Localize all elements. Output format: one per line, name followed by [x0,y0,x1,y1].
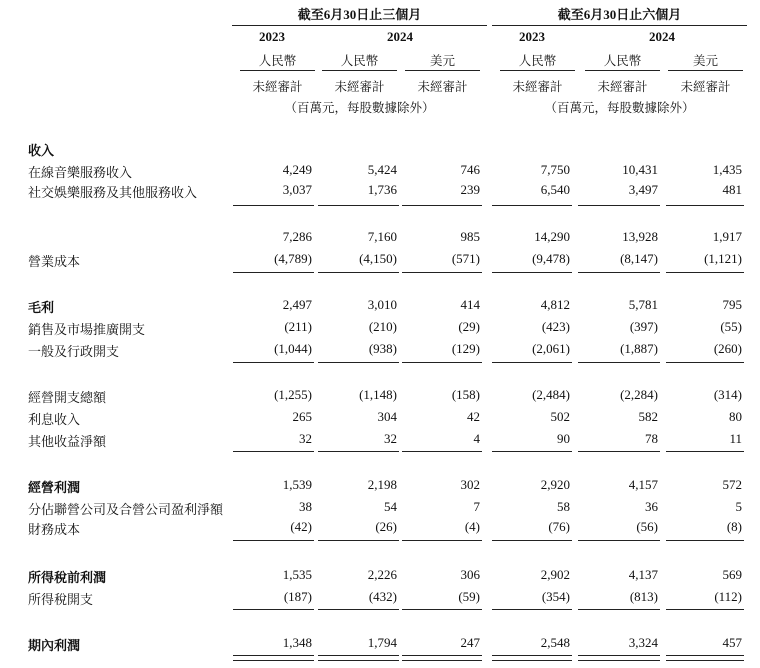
unit-note: （百萬元，每股數據除外） [284,101,435,115]
subtotal-rule [578,205,660,206]
cell-value: (354) [541,589,570,604]
cell-value: 5,424 [367,162,397,177]
row-label: 社交娛樂服務及其他服務收入 [28,185,198,200]
cell-value: (112) [714,589,742,604]
cell-value: 32 [299,431,312,446]
cell-value: (2,284) [620,387,658,402]
row-label: 毛利 [28,300,55,315]
cell-value: 1,917 [712,229,742,244]
subtotal-rule [318,451,399,452]
row-label: 其他收益淨額 [28,434,107,449]
year-header: 2024 [649,29,675,44]
cell-value: (1,148) [359,387,397,402]
subtotal-rule [318,540,399,541]
cell-value: 1,736 [367,182,397,197]
cell-value: 304 [377,409,397,424]
cell-value: 302 [460,477,480,492]
cell-value: 457 [722,635,742,650]
period-header-rule [232,25,487,26]
cell-value: (571) [451,251,480,266]
cell-value: (210) [368,319,397,334]
currency-rule [240,70,315,71]
subtotal-rule [318,272,399,273]
cell-value: 4,137 [628,567,658,582]
row-label: 利息收入 [28,412,81,427]
cell-value: 795 [722,297,742,312]
cell-value: 13,928 [622,229,658,244]
subtotal-rule [578,609,660,610]
cell-value: 2,548 [540,635,570,650]
subtotal-rule [402,205,482,206]
cell-value: (76) [548,519,570,534]
unit-note: （百萬元，每股數據除外） [544,101,695,115]
subtotal-rule [233,609,314,610]
cell-value: (1,887) [620,341,658,356]
subtotal-rule [402,272,482,273]
subtotal-rule [666,609,744,610]
cell-value: 7,160 [367,229,397,244]
cell-value: 54 [384,499,397,514]
cell-value: (26) [375,519,397,534]
audit-header: 未經審計 [417,80,468,94]
subtotal-rule [578,540,660,541]
period-header-six-months: 截至6月30日止六個月 [557,7,682,22]
cell-value: 10,431 [622,162,658,177]
subtotal-rule [578,362,660,363]
cell-value: 414 [460,297,480,312]
currency-rule [322,70,397,71]
cell-value: 2,920 [540,477,570,492]
subtotal-rule [402,362,482,363]
subtotal-rule [666,362,744,363]
cell-value: 306 [460,567,480,582]
total-double-rule [492,655,572,661]
cell-value: 746 [460,162,480,177]
currency-header: 人民幣 [258,54,297,68]
row-label: 經營利潤 [28,480,81,495]
cell-value: 11 [729,431,742,446]
total-double-rule [233,655,314,661]
year-header: 2023 [519,29,545,44]
currency-header: 美元 [429,54,455,68]
subtotal-rule [402,609,482,610]
year-header: 2023 [259,29,285,44]
total-double-rule [578,655,660,661]
cell-value: (59) [458,589,480,604]
cell-value: 1,535 [282,567,312,582]
currency-header: 人民幣 [518,54,557,68]
subtotal-rule [233,362,314,363]
cell-value: 265 [292,409,312,424]
total-double-rule [666,655,744,661]
subtotal-rule [318,362,399,363]
cell-value: (158) [451,387,480,402]
cell-value: (56) [636,519,658,534]
cell-value: (8,147) [620,251,658,266]
cell-value: 7 [473,499,480,514]
cell-value: 7,750 [540,162,570,177]
currency-rule [668,70,743,71]
cell-value: (55) [720,319,742,334]
cell-value: 3,037 [282,182,312,197]
cell-value: (2,484) [532,387,570,402]
cell-value: 90 [557,431,570,446]
currency-rule [405,70,480,71]
cell-value: 2,902 [540,567,570,582]
subtotal-rule [492,609,572,610]
row-label: 所得稅開支 [28,592,94,607]
cell-value: 239 [460,182,480,197]
cell-value: (4,150) [359,251,397,266]
row-label: 收入 [28,143,55,158]
cell-value: 7,286 [282,229,312,244]
cell-value: 2,226 [367,567,397,582]
cell-value: 1,435 [712,162,742,177]
cell-value: 569 [722,567,742,582]
cell-value: (4) [464,519,480,534]
cell-value: 4 [473,431,480,446]
cell-value: 1,348 [282,635,312,650]
cell-value: (432) [368,589,397,604]
cell-value: (8) [726,519,742,534]
cell-value: (1,121) [704,251,742,266]
total-double-rule [402,655,482,661]
cell-value: 572 [722,477,742,492]
total-double-rule [318,655,399,661]
cell-value: 78 [645,431,658,446]
cell-value: 2,497 [282,297,312,312]
cell-value: (9,478) [532,251,570,266]
subtotal-rule [578,272,660,273]
cell-value: (938) [368,341,397,356]
cell-value: 3,010 [367,297,397,312]
cell-value: 5,781 [628,297,658,312]
subtotal-rule [402,540,482,541]
cell-value: (1,044) [274,341,312,356]
subtotal-rule [492,540,572,541]
cell-value: 582 [638,409,658,424]
currency-header: 人民幣 [340,54,379,68]
subtotal-rule [578,451,660,452]
subtotal-rule [666,540,744,541]
row-label: 期內利潤 [28,638,81,653]
cell-value: 3,324 [628,635,658,650]
cell-value: 4,249 [282,162,312,177]
cell-value: (2,061) [532,341,570,356]
cell-value: (423) [541,319,570,334]
row-label: 財務成本 [28,522,81,537]
cell-value: 42 [467,409,480,424]
subtotal-rule [666,451,744,452]
cell-value: 14,290 [534,229,570,244]
subtotal-rule [233,205,314,206]
audit-header: 未經審計 [597,80,648,94]
cell-value: (129) [451,341,480,356]
row-label: 經營開支總額 [28,390,107,405]
subtotal-rule [492,272,572,273]
currency-header: 人民幣 [603,54,642,68]
audit-header: 未經審計 [334,80,385,94]
cell-value: 2,198 [367,477,397,492]
currency-header: 美元 [692,54,718,68]
row-label: 營業成本 [28,254,81,269]
cell-value: (211) [284,319,312,334]
subtotal-rule [492,362,572,363]
cell-value: (314) [713,387,742,402]
cell-value: 985 [460,229,480,244]
subtotal-rule [233,451,314,452]
row-label: 在線音樂服務收入 [28,165,133,180]
subtotal-rule [492,451,572,452]
row-label: 分佔聯營公司及合營公司盈利淨額 [28,502,224,517]
subtotal-rule [492,205,572,206]
audit-header: 未經審計 [680,80,731,94]
cell-value: 6,540 [540,182,570,197]
cell-value: 38 [299,499,312,514]
cell-value: 1,794 [367,635,397,650]
cell-value: (813) [629,589,658,604]
currency-rule [500,70,575,71]
cell-value: (397) [629,319,658,334]
period-header-three-months: 截至6月30日止三個月 [297,7,422,22]
cell-value: 502 [550,409,570,424]
cell-value: (1,255) [274,387,312,402]
cell-value: 80 [729,409,742,424]
cell-value: 5 [735,499,742,514]
subtotal-rule [233,272,314,273]
audit-header: 未經審計 [512,80,563,94]
cell-value: 1,539 [282,477,312,492]
cell-value: 58 [557,499,570,514]
cell-value: (260) [713,341,742,356]
cell-value: (187) [283,589,312,604]
cell-value: (4,789) [274,251,312,266]
row-label: 銷售及市場推廣開支 [28,322,146,337]
cell-value: 4,812 [540,297,570,312]
year-header: 2024 [387,29,413,44]
cell-value: 247 [460,635,480,650]
cell-value: (42) [290,519,312,534]
cell-value: 32 [384,431,397,446]
cell-value: 481 [722,182,742,197]
subtotal-rule [666,205,744,206]
period-header-rule [492,25,747,26]
currency-rule [585,70,660,71]
cell-value: 4,157 [628,477,658,492]
cell-value: (29) [458,319,480,334]
cell-value: 36 [645,499,658,514]
subtotal-rule [318,205,399,206]
row-label: 所得稅前利潤 [28,570,107,585]
subtotal-rule [318,609,399,610]
cell-value: 3,497 [628,182,658,197]
subtotal-rule [402,451,482,452]
audit-header: 未經審計 [252,80,303,94]
subtotal-rule [666,272,744,273]
subtotal-rule [233,540,314,541]
row-label: 一般及行政開支 [28,344,120,359]
